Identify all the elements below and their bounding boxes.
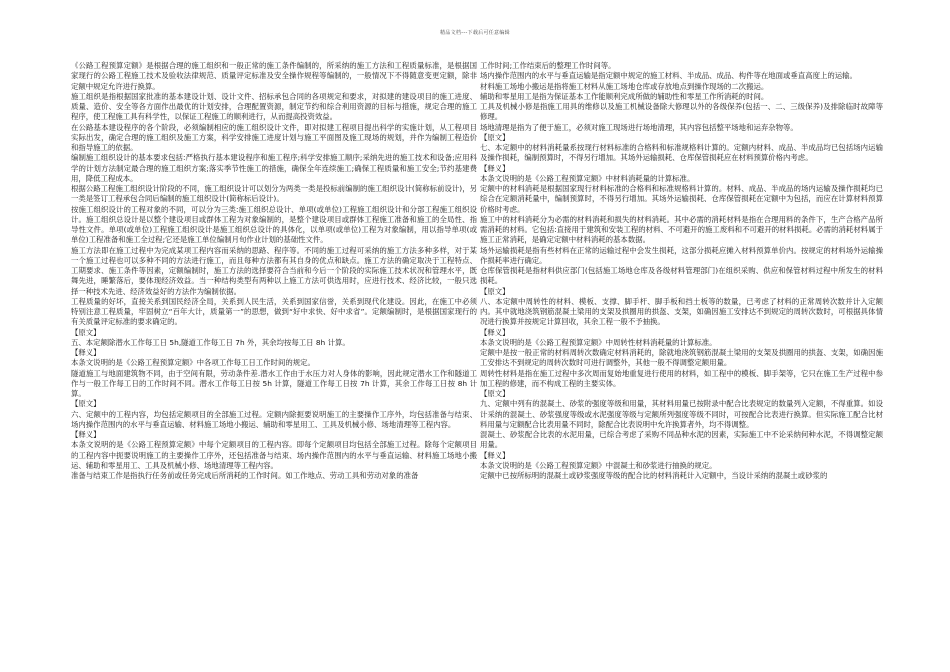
paragraph: 九、定额中列有的混凝土、砂浆的强度等级和用量，其材料用量已按附录中配合比表规定的数量列入定额，不得重算。如设计采纳的混凝土、砂浆强度等级或水泥强度等级与定额所列强度等级不同时，可按配合比表进行换算。但实际施工配合比材料用量与定额配合比表用量不同时，除配合比表说明中允许换算者外，均不得调整。 — [480, 399, 883, 429]
paragraph: 混凝土、砂浆配合比表的水泥用量，已综合考虑了采购不同品种水泥的因素，实际施工中不论采纳何种水泥，不得调整定额用量。 — [480, 430, 883, 450]
paragraph: 工程质量的好坏，直接关系到国民经济全局，关系到人民生活，关系到国家信誉，关系到现代化建设。因此，在施工中必须特别注意工程质量，牢固树立“百年大计，质量第一”的思想，做到“好中求快、好中求省”。定额编制时，是根据国家现行的有关质量评定标准的要求确定的。 — [71, 296, 477, 327]
paragraph: 在公路基本建设程序的各个阶段，必须编制相应的施工组织设计文件，即对拟建工程项目提出科学的实施计划，从工程项目实际出发，确定合理的施工组织及施工方案，科学安排施工进度计划与施工平面图及施工现场的规划，并作为编制工程造价和指导施工的依据。 — [71, 122, 477, 152]
paragraph: 根据公路工程施工组织设计阶段的不同，施工组织设计可以划分为两类一类是投标前编制的施工组织设计(简称标前设计)，另一类是签订工程承包合同后编制的施工组织设计(简称标后设计)。 — [71, 184, 477, 204]
paragraph: 施工中的材料消耗分为必需的材料消耗和损失的材料消耗。其中必需的消耗材料是指在合理用料的条件下，生产合格产品所需消耗的材料。它包括:直接用于建筑和安装工程的材料、不可避开的施工废料和不可避开的材料损耗。必需的消耗材料属于施工正常消耗，是确定定额中材料消耗的基本数据。 — [480, 214, 883, 245]
paragraph: 《公路工程预算定额》是根据合理的施工组织和一般正常的施工条件编制的，所采纳的施工方法和工程质量标准，是根据国家现行的公路工程施工技术及验收法律规范、质量评定标准及安全操作规程等编制的，一般情况下不得随意变更定额，除非定额中规定允许进行换算。 — [71, 61, 477, 91]
paragraph: 准备与结束工作是指执行任务前或任务完成后所消耗的工作时间。如工作地点、劳动工具和劳动对象的准备 — [71, 471, 419, 480]
paragraph: 场地清理是指为了便于施工，必须对施工现场进行场地清理，其内容包括整平场地和运弃杂物等。 — [480, 122, 798, 132]
paragraph: 场外运输损耗是指有些材料在正常的运输过程中会发生损耗，这部分损耗应摊入材料预算单价内。按规定的材料场外运输操作损耗率进行确定。 — [480, 245, 883, 265]
paragraph: 仓库保管损耗是指材料供应部门(包括施工场地仓库及各级材料管理部门)在组织采购、供应和保管材料过程中所发生的材料损耗。 — [480, 266, 883, 286]
section-label: 【原文】 — [480, 132, 510, 142]
paragraph: 施工方法即在施工过程中为完成某项工程内容而采纳的思路、程序等。不同的施工过程可采纳的施工方法多种多样，对于某一个施工过程也可以多种不同的方法进行施工，而且每种方法都有其自身的优点和缺点。施工方法的确定取决于工程特点、工期要求、施工条件等因素，定额编制时，施工方法的选择要符合当前和今后一个阶段的实际施工技术状况和管理水平，既舞先进，睡繁落后，要体现经济效益。当一种结构类型有两种以上施工方法可供选用时，应进行技术、经济比较，一般只选择一种技术先进、经济效益好的方法作为编制依据。 — [71, 245, 477, 296]
paragraph: 本条文说明的是《公路工程预算定额》中周转性材料消耗量的计算标准。 — [480, 337, 717, 347]
paragraph: 定额中已按所标明的混凝土或砂浆强度等级的配合比的材料消耗计入定额中，当设计采纳的混凝土或砂浆的 — [480, 471, 828, 480]
section-label: 【释义】 — [480, 450, 510, 460]
paragraph: 八、本定额中周转性的材料、模板、支撑、脚手杆、脚手板和挡土板等的数量，已考虑了材料的正常周转次数并计入定额内。其中就地浇筑钢筋混凝土梁用的支架及拱圈用的拱盔、支架，如确因施工安排达不到规定的周转次数时，可根据具体情况进行换算并按规定计算回收，其余工程一般不予抽换。 — [480, 296, 883, 327]
section-label: 【释义】 — [480, 163, 510, 173]
paragraph: 七、本定额中的材料消耗量系按现行材料标准的合格料和标准规格料计算的。定额内材料、成品、半成品均已包括场内运输及操作损耗，编制预算时，不得另行增加。其场外运输损耗、仓库保管损耗应在材料预算价格内考虑。 — [480, 143, 883, 163]
section-label: 【原文】 — [71, 399, 101, 409]
paragraph: 施工组织是指根据国家批准的基本建设计划、设计文件、招标承包合同的各项规定和要求，对拟建的建设项目的施工进度、质量、造价、安全等各方面作出最优的计划安排，合理配置资源，制定节约和综合利用资源的目标与措施，规定合理的施工程序，使工程施工具有科学性，以保证工程施工的顺利进行，从而提高投资效益。 — [71, 91, 477, 122]
paragraph: 定额中的材料消耗是根据国家现行材料标准的合格料和标准规格料计算的。材料、成品、半成品的场内运输及操作损耗均已综合在定额消耗量中，编制预算时，不得另行增加。其场外运输损耗、仓库保管损耗在定额中为包括，而应在计算材料预算价格时考虑。 — [480, 184, 883, 214]
paragraph: 工作时间;工作结束后的整理工作时间等。 — [480, 61, 616, 70]
right-column — [480, 61, 883, 481]
paragraph: 周转性材料是指在施工过程中多次周而复始地重复进行使用的材料，如工程中的模板、脚手架等，它只在施工生产过程中参加工程的修建，而不构成工程的主要实体。 — [480, 368, 883, 388]
paragraph: 工具及机械小修是指施工用具的维修以及施工机械设备除大修理以外的各级保养(包括一、二、三级保养)及排除临时故障等修理。 — [480, 102, 883, 122]
paragraph: 按施工组织设计的工程对象的不同，可以分为三类:施工组织总设计、单项(或单位)工程施工组织设计和分部工程施工组织设计。施工组织总设计是以整个建设项目或群体工程为对象编制的，是整个建设项目或群体工程施工准备和施工的全局性、指导性文件。单项(或单位)工程施工组织设计是施工组织总设计的具体化，以单项(或单位)工程为对象编制，用以指导单项(或单位)工程准备和施工全过程;它还是施工单位编制月旬作业计划的基础性文件。 — [71, 204, 477, 245]
section-label: 【原文】 — [480, 286, 510, 296]
paragraph: 材料施工场地小搬运是指将施工材料从施工场地仓库或存放地点到操作现场的二次搬运。 — [480, 81, 769, 91]
paragraph: 定额中是按一般正常的材料周转次数确定材料消耗的，除就地浇筑钢筋混凝土梁用的支架及拱圈用的拱盔、支架，如确因施工安排达不到规定的周转次数时可进行调整外，其他一般不得调整定额用量。 — [480, 348, 883, 368]
paragraph: 场内操作范围内的水平与垂直运输是指定额中规定的施工材料、半成品、成品、构件等在地面或垂直高度上的运输。 — [480, 71, 857, 81]
section-label: 【释义】 — [480, 327, 510, 337]
paragraph: 本条文说明的是《公路工程预算定额》中各项工作每工日工作时间的规定。 — [71, 358, 315, 368]
section-label: 【释义】 — [71, 348, 101, 357]
paragraph: 本条文说明的是《公路工程预算定额》中每个定额项目的工程内容。即每个定额项目均包括全部施工过程。除每个定额项目的工程内容中扼要说明施工的主要操作工序外，还包括准备与结束、场内操作范围内的水平与垂直运输、材料施工场地小搬运、辅助和零星用工、工具及机械小修、场地清理等工程内容。 — [71, 440, 477, 470]
section-label: 【原文】 — [480, 389, 510, 398]
paragraph: 六、定额中的工程内容，均包括定额项目的全部施工过程。定额内除扼要说明施工的主要操作工序外，均包括准备与结束、场内操作范围内的水平与垂直运输、材料施工场地小搬运、辅助和零星用工、工具及机械小修、场地清理等工程内容。 — [71, 409, 477, 429]
section-label: 【原文】 — [71, 327, 101, 337]
paragraph: 辅助和零星用工是指为保证基本工作能顺利完成所做的辅助性和零星工作所消耗的时间。 — [480, 91, 769, 101]
section-label: 【释义】 — [71, 430, 101, 439]
left-column — [71, 61, 477, 481]
paragraph: 编制施工组织设计的基本要求包括:严格执行基本建设程序和施工程序;科学安排施工顺序;采纳先进的施工技术和设备;应用科学的计划方法制定最合理的施工组织方案;落实季节性施工的措施，确保全年连续施工;确保工程质量和施工安全;节约基建费用，降低工程成本。 — [71, 153, 477, 183]
paragraph: 本条文说明的是《公路工程预算定额》中混凝土和砂浆进行抽换的规定。 — [480, 460, 717, 470]
page-header: 精品文档---下载后可任意编辑 — [440, 30, 510, 36]
paragraph: 隧道施工与地面建筑物不同，由于空间有限，劳动条件差.潜水工作由于水压力对人身体的影响，因此规定潜水工作和隧道工作与一般工作每工日的工作时间不同。潜水工作每工日按 5h 计算，隧道工作每工日按 7h 计算，其余工作每工日按 8h 计算。 — [71, 368, 477, 398]
paragraph: 本条文说明的是《公路工程预算定额》中材料消耗量的计算标准。 — [480, 173, 695, 183]
paragraph: 五、本定额除潜水工作每工日 5h,隧道工作每工日 7h 外，其余均按每工日 8h 计算。 — [71, 337, 350, 347]
